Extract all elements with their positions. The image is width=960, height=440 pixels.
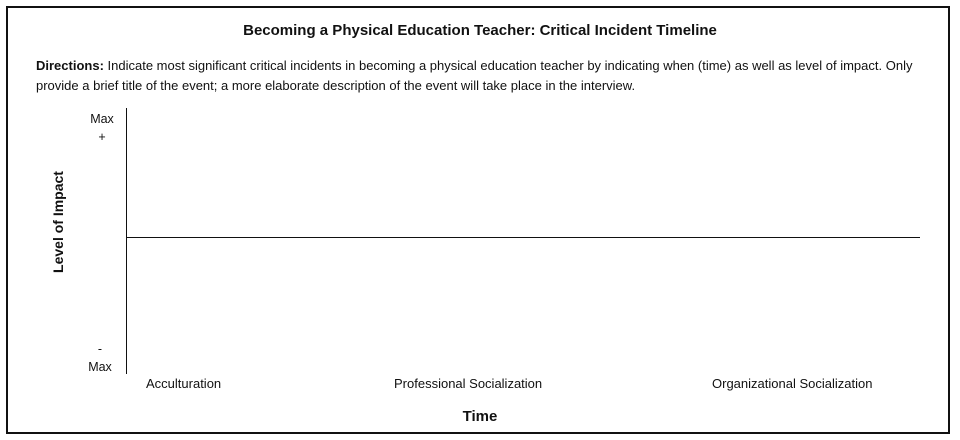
worksheet-title: Becoming a Physical Education Teacher: Critical Incident Timeline: [243, 22, 717, 39]
directions-text: Indicate most significant critical incidents in becoming a physical education teacher by indicating when (time) as well as level of impact. Only provide a brief title of the event; a more elaborate description of the event will take place in the interview.: [36, 58, 913, 93]
x-axis-label: Time: [462, 408, 498, 425]
phase-label-professional-socialization: Professional Socialization: [394, 376, 543, 391]
y-axis-label: Level of Impact: [50, 171, 66, 273]
x-axis-line: [126, 237, 920, 238]
y-top-max-label: Max: [90, 112, 114, 126]
phase-label-organizational-socialization: Organizational Socialization: [712, 376, 873, 391]
y-bottom-max-label: Max: [88, 360, 112, 374]
y-bottom-minus-label: -: [97, 342, 103, 356]
y-top-plus-label: +: [98, 130, 106, 144]
y-axis-bottom-marker: [80, 340, 120, 376]
y-axis-line: [126, 108, 127, 374]
directions-lead: Directions:: [36, 58, 104, 73]
directions-paragraph: [36, 56, 916, 96]
y-axis-top-marker: [82, 110, 122, 146]
phase-label-acculturation: Acculturation: [146, 376, 222, 391]
